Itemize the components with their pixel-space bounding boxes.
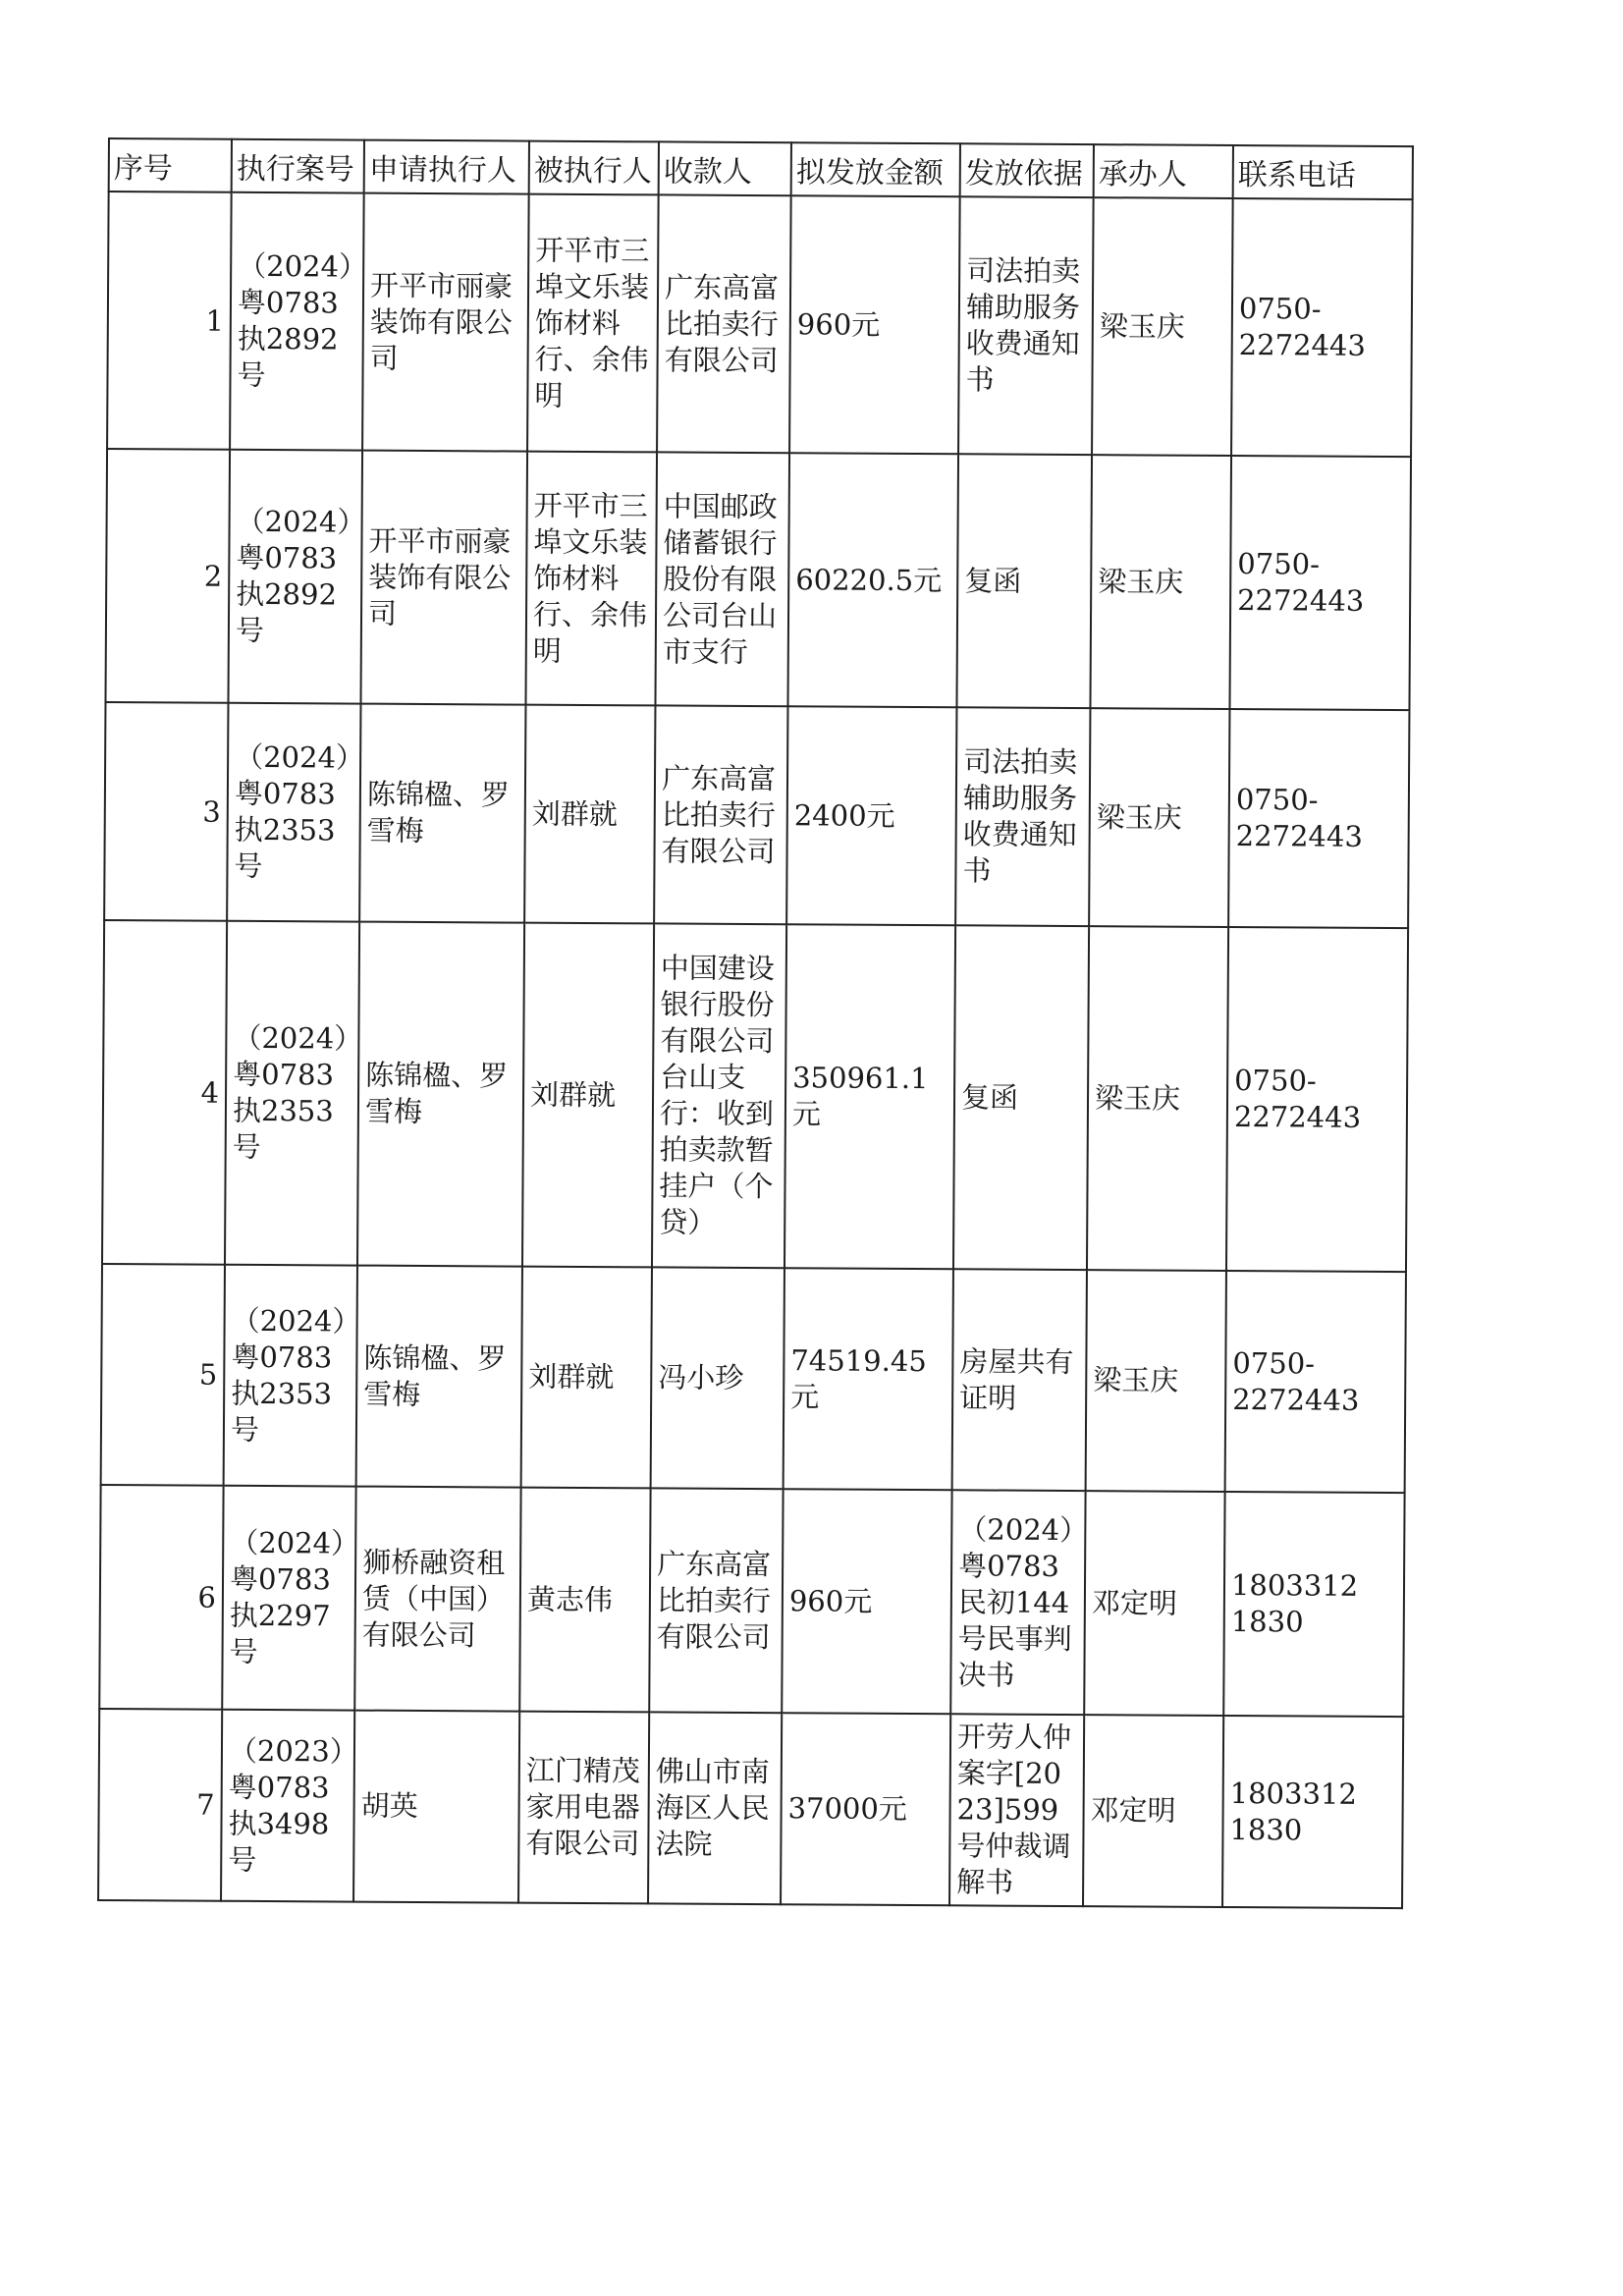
phone-prefix: 0750- bbox=[1234, 1064, 1317, 1098]
cell-respondent: 开平市三埠文乐装饰材料行、余伟明 bbox=[527, 194, 659, 453]
cell-respondent: 刘群就 bbox=[524, 705, 655, 924]
table-row bbox=[107, 191, 1413, 457]
cell-payee: 佛山市南海区人民法院 bbox=[648, 1712, 782, 1904]
table-row bbox=[99, 1485, 1404, 1717]
cell-basis: 复函 bbox=[953, 925, 1089, 1270]
cell-handler: 梁玉庆 bbox=[1090, 455, 1231, 709]
cell-payee: 冯小珍 bbox=[651, 1267, 784, 1489]
cell-case-no: （2023）粤0783执3498号 bbox=[221, 1710, 354, 1902]
phone-number: 2272443 bbox=[1238, 328, 1366, 362]
cell-payee: 中国邮政储蓄银行股份有限公司台山市支行 bbox=[655, 452, 789, 706]
cell-case-no: （2024）粤0783执2297号 bbox=[222, 1486, 355, 1711]
phone-prefix: 0750- bbox=[1232, 1345, 1316, 1381]
cell-basis: 开劳人仲案字[2023]599号仲裁调解书 bbox=[949, 1714, 1084, 1906]
cell-respondent: 刘群就 bbox=[522, 923, 654, 1268]
phone-prefix: 1803312 bbox=[1229, 1776, 1357, 1811]
cell-amount: 960元 bbox=[789, 195, 960, 454]
phone-number: 2272443 bbox=[1232, 1382, 1360, 1417]
cell-seq: 1 bbox=[107, 191, 232, 450]
cell-seq: 4 bbox=[102, 920, 227, 1265]
cell-applicant: 陈锦楹、罗雪梅 bbox=[357, 922, 524, 1267]
cell-applicant: 狮桥融资租赁（中国）有限公司 bbox=[354, 1487, 520, 1712]
header-respondent: 被执行人 bbox=[529, 141, 659, 195]
cell-respondent: 黄志伟 bbox=[519, 1488, 650, 1713]
cell-phone bbox=[1222, 1716, 1403, 1908]
header-basis: 发放依据 bbox=[960, 143, 1094, 197]
table-row bbox=[98, 1709, 1403, 1908]
cell-handler: 邓定明 bbox=[1084, 1491, 1224, 1716]
cell-seq: 7 bbox=[98, 1709, 222, 1901]
cell-phone bbox=[1228, 709, 1409, 928]
phone-number: 1830 bbox=[1230, 1605, 1304, 1639]
phone-number: 2272443 bbox=[1237, 583, 1365, 618]
cell-basis: 房屋共有证明 bbox=[952, 1269, 1087, 1491]
cell-payee: 广东高富比拍卖行有限公司 bbox=[657, 194, 791, 453]
cell-basis: 司法拍卖辅助服务收费通知书 bbox=[955, 707, 1090, 926]
table-row bbox=[102, 920, 1408, 1272]
cell-amount: 960元 bbox=[782, 1489, 951, 1714]
cell-seq: 2 bbox=[105, 449, 230, 703]
cell-amount: 60220.5元 bbox=[787, 453, 958, 707]
cell-amount: 37000元 bbox=[781, 1713, 950, 1905]
cell-seq: 5 bbox=[101, 1264, 225, 1486]
cell-respondent: 开平市三埠文乐装饰材料行、余伟明 bbox=[525, 452, 657, 706]
cell-basis: （2024）粤0783民初144号民事判决书 bbox=[950, 1490, 1085, 1715]
cell-amount: 350961.1元 bbox=[784, 924, 955, 1269]
cell-handler: 梁玉庆 bbox=[1089, 708, 1229, 927]
cell-phone bbox=[1231, 198, 1413, 457]
phone-prefix: 1803312 bbox=[1230, 1568, 1359, 1603]
cell-applicant: 胡英 bbox=[353, 1711, 519, 1903]
cell-case-no: （2024）粤0783执2353号 bbox=[227, 703, 360, 922]
cell-respondent: 江门精茂家用电器有限公司 bbox=[518, 1712, 649, 1904]
cell-case-no: （2024）粤0783执2353号 bbox=[225, 921, 359, 1266]
phone-prefix: 0750- bbox=[1237, 547, 1321, 581]
phone-prefix: 0750- bbox=[1238, 292, 1322, 326]
header-case-no: 执行案号 bbox=[232, 139, 364, 193]
header-payee: 收款人 bbox=[659, 141, 791, 195]
cell-respondent: 刘群就 bbox=[521, 1267, 652, 1489]
table-row bbox=[101, 1264, 1406, 1493]
cell-phone bbox=[1229, 456, 1411, 710]
cell-case-no: （2024）粤0783执2353号 bbox=[224, 1265, 357, 1487]
cell-seq: 6 bbox=[99, 1485, 223, 1710]
phone-number: 1830 bbox=[1229, 1812, 1303, 1846]
phone-number: 2272443 bbox=[1235, 819, 1363, 853]
cell-phone bbox=[1226, 927, 1408, 1272]
table-header-row bbox=[109, 138, 1413, 199]
cell-applicant: 陈锦楹、罗雪梅 bbox=[356, 1266, 522, 1488]
cell-phone bbox=[1223, 1492, 1404, 1717]
cell-applicant: 开平市丽豪装饰有限公司 bbox=[360, 451, 527, 705]
cell-handler: 梁玉庆 bbox=[1087, 926, 1228, 1271]
cell-case-no: （2024）粤0783执2892号 bbox=[228, 450, 362, 704]
header-amount: 拟发放金额 bbox=[791, 142, 960, 196]
cell-payee: 中国建设银行股份有限公司台山支行：收到拍卖款暂挂户（个贷） bbox=[652, 923, 786, 1268]
cell-handler: 梁玉庆 bbox=[1092, 197, 1233, 456]
cell-amount: 2400元 bbox=[786, 706, 956, 925]
cell-seq: 3 bbox=[104, 702, 228, 921]
cell-applicant: 陈锦楹、罗雪梅 bbox=[359, 704, 525, 923]
header-phone: 联系电话 bbox=[1233, 145, 1413, 199]
cell-applicant: 开平市丽豪装饰有限公司 bbox=[362, 193, 529, 452]
cell-payee: 广东高富比拍卖行有限公司 bbox=[654, 705, 787, 924]
cell-phone bbox=[1225, 1271, 1406, 1493]
table-row bbox=[104, 702, 1409, 928]
phone-number: 2272443 bbox=[1233, 1100, 1362, 1134]
phone-prefix: 0750- bbox=[1235, 783, 1319, 817]
cell-payee: 广东高富比拍卖行有限公司 bbox=[649, 1488, 783, 1713]
cell-amount: 74519.45元 bbox=[784, 1268, 953, 1490]
table-row bbox=[105, 449, 1411, 710]
cell-basis: 复函 bbox=[956, 454, 1092, 708]
cell-handler: 邓定明 bbox=[1083, 1715, 1223, 1907]
cell-basis: 司法拍卖辅助服务收费通知书 bbox=[958, 196, 1094, 455]
header-handler: 承办人 bbox=[1094, 144, 1233, 198]
header-seq: 序号 bbox=[109, 138, 232, 192]
header-applicant: 申请执行人 bbox=[364, 140, 529, 194]
payment-table bbox=[97, 137, 1414, 1909]
cell-case-no: （2024）粤0783执2892号 bbox=[230, 192, 364, 451]
cell-handler: 梁玉庆 bbox=[1086, 1270, 1226, 1492]
